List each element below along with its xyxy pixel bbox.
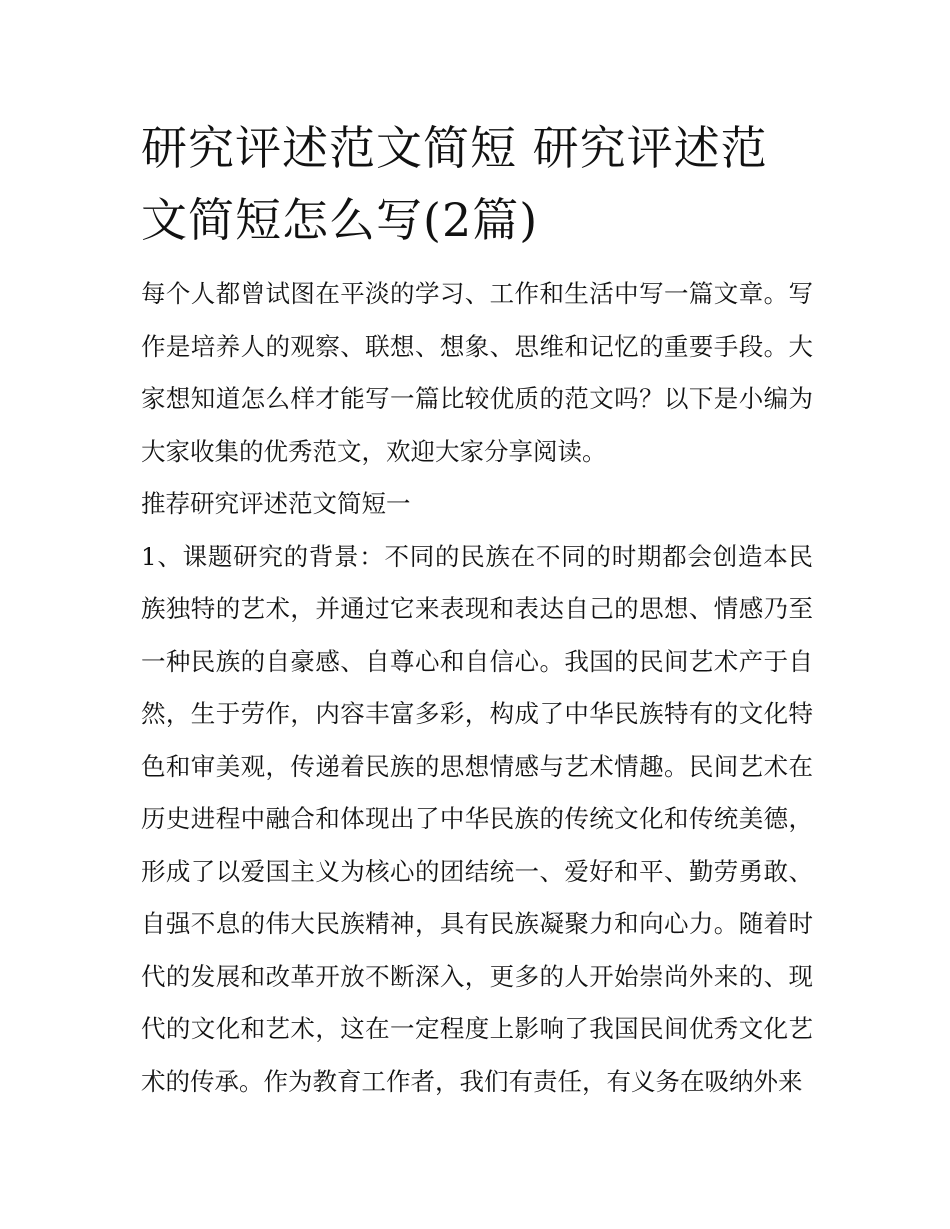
document-page xyxy=(141,112,813,1108)
body-paragraph: 1、课题研究的背景：不同的民族在不同的时期都会创造本民族独特的艺术，并通过它来表现和表达自己的思想、情感乃至一种民族的自豪感、自尊心和自信心。我国的民间艺术产于自然，生于劳作，内容丰富多彩，构成了中华民族特有的文化特色和审美观，传递着民族的思想情感与艺术情趣。民间艺术在历史进程中融合和体现出了中华民族的传统文化和传统美德，形成了以爱国主义为核心的团结统一、爱好和平、勤劳勇敢、自强不息的伟大民族精神，具有民族凝聚力和向心力。随着时代的发展和改革开放不断深入，更多的人开始崇尚外来的、现代的文化和艺术，这在一定程度上影响了我国民间优秀文化艺术的传承。作为教育工作者，我们有责任，有义务在吸纳外来 xyxy=(141,541,813,1096)
intro-paragraph: 每个人都曾试图在平淡的学习、工作和生活中写一篇文章。写作是培养人的观察、联想、想象、思维和记忆的重要手段。大家想知道怎么样才能写一篇比较优质的范文吗？以下是小编为大家收集的优秀范文，欢迎大家分享阅读。 xyxy=(141,279,813,466)
section-heading: 推荐研究评述范文简短一 xyxy=(141,489,411,518)
document-title: 研究评述范文简短 研究评述范文简短怎么写(2篇) xyxy=(141,121,768,247)
